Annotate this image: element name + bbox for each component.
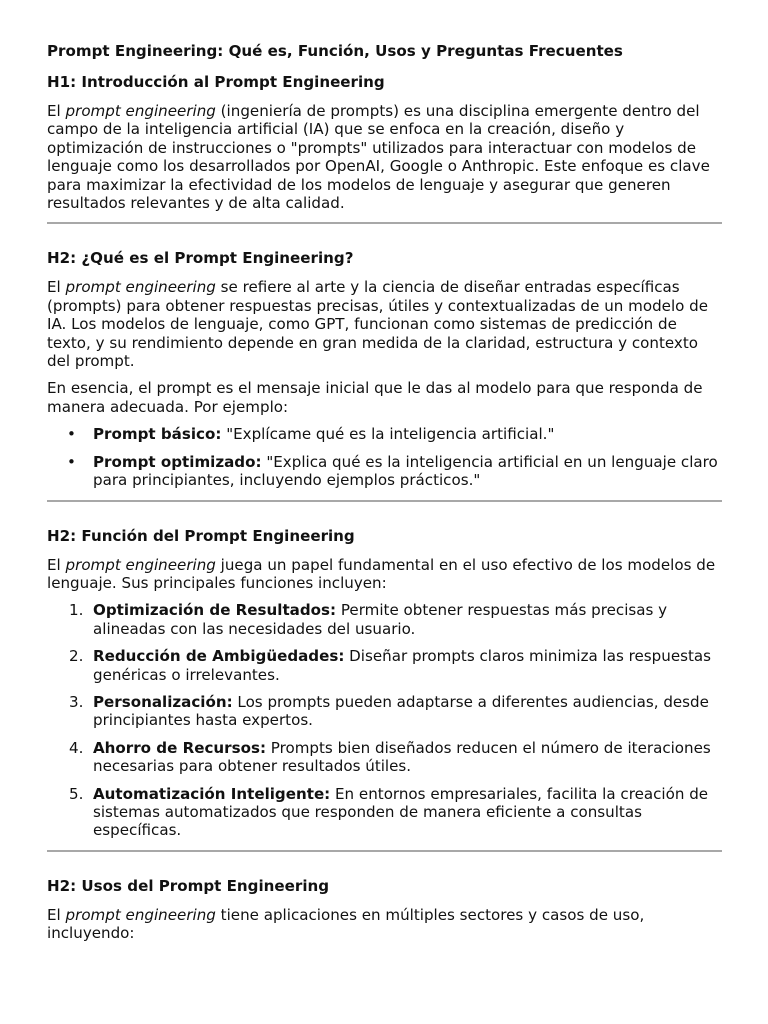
list-item-label: Reducción de Ambigüedades:	[93, 647, 345, 666]
list-item-label: Ahorro de Recursos:	[93, 738, 266, 757]
section-que-es	[47, 247, 722, 489]
list-item-text: "Explícame qué es la inteligencia artificial."	[221, 425, 555, 444]
intro-lead: El	[47, 102, 66, 120]
list-item	[47, 601, 722, 638]
list-item-label: Prompt básico:	[93, 425, 222, 444]
list-item	[47, 453, 722, 490]
funcion-paragraph	[47, 556, 722, 593]
list-item-text: Los prompts pueden adaptarse a diferentes audiencias, desde principiantes hasta expertos.	[93, 692, 709, 730]
list-item-label: Personalización:	[93, 692, 233, 711]
list-item-number: 3.	[69, 692, 84, 711]
usos-emphasis: prompt engineering	[65, 905, 216, 924]
section-heading-que-es: H2: ¿Qué es el Prompt Engineering?	[47, 249, 354, 268]
list-item-text: En entornos empresariales, facilita la creación de sistemas automatizados que responden de manera eficiente a consultas específicas.	[93, 784, 709, 840]
list-item	[47, 785, 722, 840]
usos-rest: tiene aplicaciones en múltiples sectores y casos de uso, incluyendo:	[47, 905, 645, 943]
divider	[47, 500, 722, 502]
section-heading-usos: H2: Usos del Prompt Engineering	[47, 876, 330, 895]
que-es-paragraph-2: En esencia, el prompt es el mensaje inicial que le das al modelo para que responda de manera adecuada. Por ejemplo:	[47, 379, 703, 416]
document-body	[47, 40, 722, 952]
list-item	[47, 425, 722, 443]
divider	[47, 850, 722, 852]
list-item-text: Permite obtener respuestas más precisas y alineadas con las necesidades del usuario.	[93, 601, 668, 638]
list-item	[47, 739, 722, 776]
function-list	[47, 601, 722, 839]
usos-lead: El	[47, 905, 66, 924]
intro-paragraph	[47, 102, 722, 212]
section-usos	[47, 875, 722, 943]
list-item-label: Automatización Inteligente:	[93, 784, 331, 803]
funcion-lead: El	[47, 555, 66, 574]
que-es-rest: se refiere al arte y la ciencia de diseñar entradas específicas (prompts) para obtener respuestas precisas, útiles y contextualizadas de un modelo de IA. Los modelos de lenguaje, como GPT, funcionan como sistemas de predicción de texto, y su rendimiento depende en gran medida de la claridad, estructura y contexto del prompt.	[47, 278, 709, 371]
que-es-lead: El	[47, 278, 66, 297]
list-item-text: "Explica qué es la inteligencia artificial en un lenguaje claro para principiantes, incluyendo ejemplos prácticos."	[93, 452, 718, 490]
list-item-label: Optimización de Resultados:	[93, 601, 337, 620]
que-es-emphasis: prompt engineering	[65, 278, 216, 297]
funcion-rest: juega un papel fundamental en el uso efectivo de los modelos de lenguaje. Sus principales funciones incluyen:	[47, 555, 716, 592]
usos-paragraph	[47, 906, 722, 943]
section-heading-funcion: H2: Función del Prompt Engineering	[47, 526, 355, 545]
list-item	[47, 647, 722, 684]
funcion-emphasis: prompt engineering	[65, 555, 216, 574]
section-heading-intro: H1: Introducción al Prompt Engineering	[47, 73, 385, 91]
intro-emphasis: prompt engineering	[65, 102, 216, 120]
list-item	[47, 693, 722, 730]
list-item-label: Prompt optimizado:	[93, 452, 262, 471]
list-item-number: 5.	[69, 784, 84, 803]
list-item-number: 4.	[69, 738, 84, 757]
divider	[47, 222, 722, 224]
section-intro	[47, 71, 722, 212]
list-item-text: Diseñar prompts claros minimiza las respuestas genéricas o irrelevantes.	[93, 647, 712, 684]
document-title: Prompt Engineering: Qué es, Función, Usos y Preguntas Frecuentes	[47, 42, 623, 60]
section-funcion	[47, 525, 722, 840]
list-item-number: 1.	[69, 601, 84, 620]
que-es-paragraph-1	[47, 278, 722, 370]
example-list	[47, 425, 722, 489]
intro-rest: (ingeniería de prompts) es una disciplina emergente dentro del campo de la inteligencia artificial (IA) que se enfoca en la creación, diseño y optimización de instrucciones o "prompts" utilizados para interactuar con modelos de lenguaje como los desarrollados por OpenAI, Google o Anthropic. Este enfoque es clave para maximizar la efectividad de los modelos de lenguaje y asegurar que generen resultados relevantes y de alta calidad.	[47, 102, 710, 213]
list-item-text: Prompts bien diseñados reducen el número de iteraciones necesarias para obtener resultados útiles.	[93, 738, 711, 776]
list-item-number: 2.	[69, 647, 84, 666]
